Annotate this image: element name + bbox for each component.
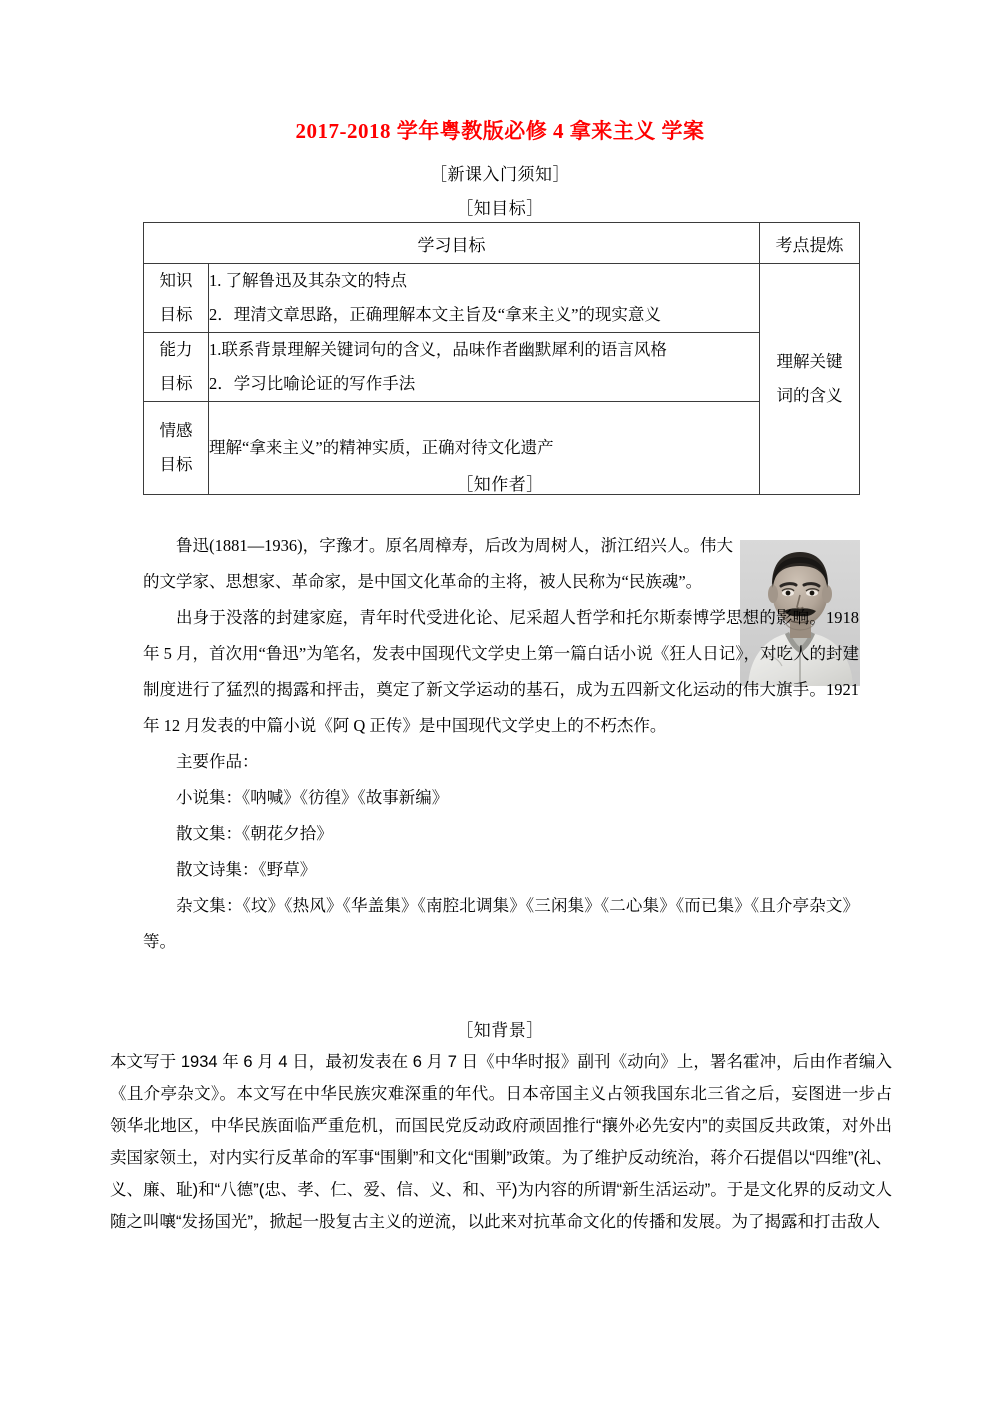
category-line-1: 知识 bbox=[159, 271, 193, 290]
background-text-block bbox=[110, 1046, 892, 1238]
learning-goals-table bbox=[143, 222, 860, 495]
author-works-prose: 散文集：《朝花夕拾》 bbox=[176, 824, 333, 843]
goal-item: 1.联系背景理解关键词句的含义，品味作者幽默犀利的语言风格 bbox=[209, 340, 667, 359]
section-label-goal: ［知目标］ bbox=[456, 199, 544, 218]
category-line-2: 目标 bbox=[159, 455, 193, 474]
key-points-line-2: 词的含义 bbox=[776, 386, 843, 405]
author-works-heading: 主要作品： bbox=[176, 752, 259, 771]
category-line-1: 能力 bbox=[159, 340, 193, 359]
goal-item: 2．理清文章思路，正确理解本文主旨及“拿来主义”的现实意义 bbox=[209, 305, 661, 324]
category-line-1: 情感 bbox=[159, 421, 193, 440]
category-line-2: 目标 bbox=[159, 374, 193, 393]
row-category-knowledge bbox=[144, 264, 209, 333]
table-row bbox=[144, 264, 860, 333]
background-paragraph: 本文写于 1934 年 6 月 4 日，最初发表在 6 月 7 日《中华时报》副刊《动向》上，署名霍冲，后由作者编入《且介亭杂文》。本文写在中华民族灾难深重的年代。日本帝国主义占领我国东北三省之后，妄图进一步占领华北地区，中华民族面临严重危机，而国民党反动政府顽固推行“攘外必先安内”的卖国反共政策，对外出卖国家领土，对内实行反革命的军事“围剿”和文化“围剿”政策。为了维护反动统治，蒋介石提倡以“四维”(礼、义、廉、耻)和“八德”(忠、孝、仁、爱、信、义、和、平)为内容的所谓“新生活运动”。于是文化界的反动文人随之叫嚷“发扬国光”，掀起一股复古主义的逆流，以此来对抗革命文化的传播和发展。为了揭露和打击敌人 bbox=[110, 1053, 892, 1231]
row-items-ability bbox=[209, 333, 760, 402]
table-header-row bbox=[144, 223, 860, 264]
section-label-intro: ［新课入门须知］ bbox=[430, 165, 570, 184]
table-row bbox=[144, 333, 860, 402]
page-title: 2017-2018 学年粤教版必修 4 拿来主义 学案 bbox=[295, 119, 705, 143]
author-bio bbox=[143, 528, 859, 960]
goal-item: 2．学习比喻论证的写作手法 bbox=[209, 374, 416, 393]
author-works-prose-poetry: 散文诗集：《野草》 bbox=[176, 860, 317, 879]
section-label-background: ［知背景］ bbox=[456, 1021, 544, 1040]
author-paragraph: 出身于没落的封建家庭，青年时代受进化论、尼采超人哲学和托尔斯泰博学思想的影响。1918 年 5 月，首次用“鲁迅”为笔名，发表中国现代文学史上第一篇白话小说《狂人日记》，对吃人的封建制度进行了猛烈的揭露和抨击，奠定了新文学运动的基石，成为五四新文化运动的伟大旗手。1921 年 12 月发表的中篇小说《阿 Q 正传》是中国现代文学史上的不朽杰作。 bbox=[143, 608, 859, 735]
table-header-learning: 学习目标 bbox=[144, 223, 760, 264]
goal-item: 1. 了解鲁迅及其杂文的特点 bbox=[209, 271, 407, 290]
author-works-novels: 小说集：《呐喊》《彷徨》《故事新编》 bbox=[176, 788, 449, 807]
row-items-knowledge bbox=[209, 264, 760, 333]
category-line-2: 目标 bbox=[159, 305, 193, 324]
row-category-ability bbox=[144, 333, 209, 402]
key-points-line-1: 理解关键 bbox=[776, 352, 843, 371]
goal-item: 理解“拿来主义”的精神实质，正确对待文化遗产 bbox=[209, 438, 554, 457]
author-works-essays: 杂文集：《坟》《热风》《华盖集》《南腔北调集》《三闲集》《二心集》《而已集》《且介亭杂文》等。 bbox=[143, 896, 859, 951]
section-label-author: ［知作者］ bbox=[456, 475, 544, 494]
key-points-value bbox=[760, 264, 860, 495]
table-header-key-points: 考点提炼 bbox=[760, 223, 860, 264]
author-paragraph: 鲁迅(1881—1936)，字豫才。原名周樟寿，后改为周树人，浙江绍兴人。伟大的文学家、思想家、革命家，是中国文化革命的主将，被人民称为“民族魂”。 bbox=[143, 536, 733, 591]
